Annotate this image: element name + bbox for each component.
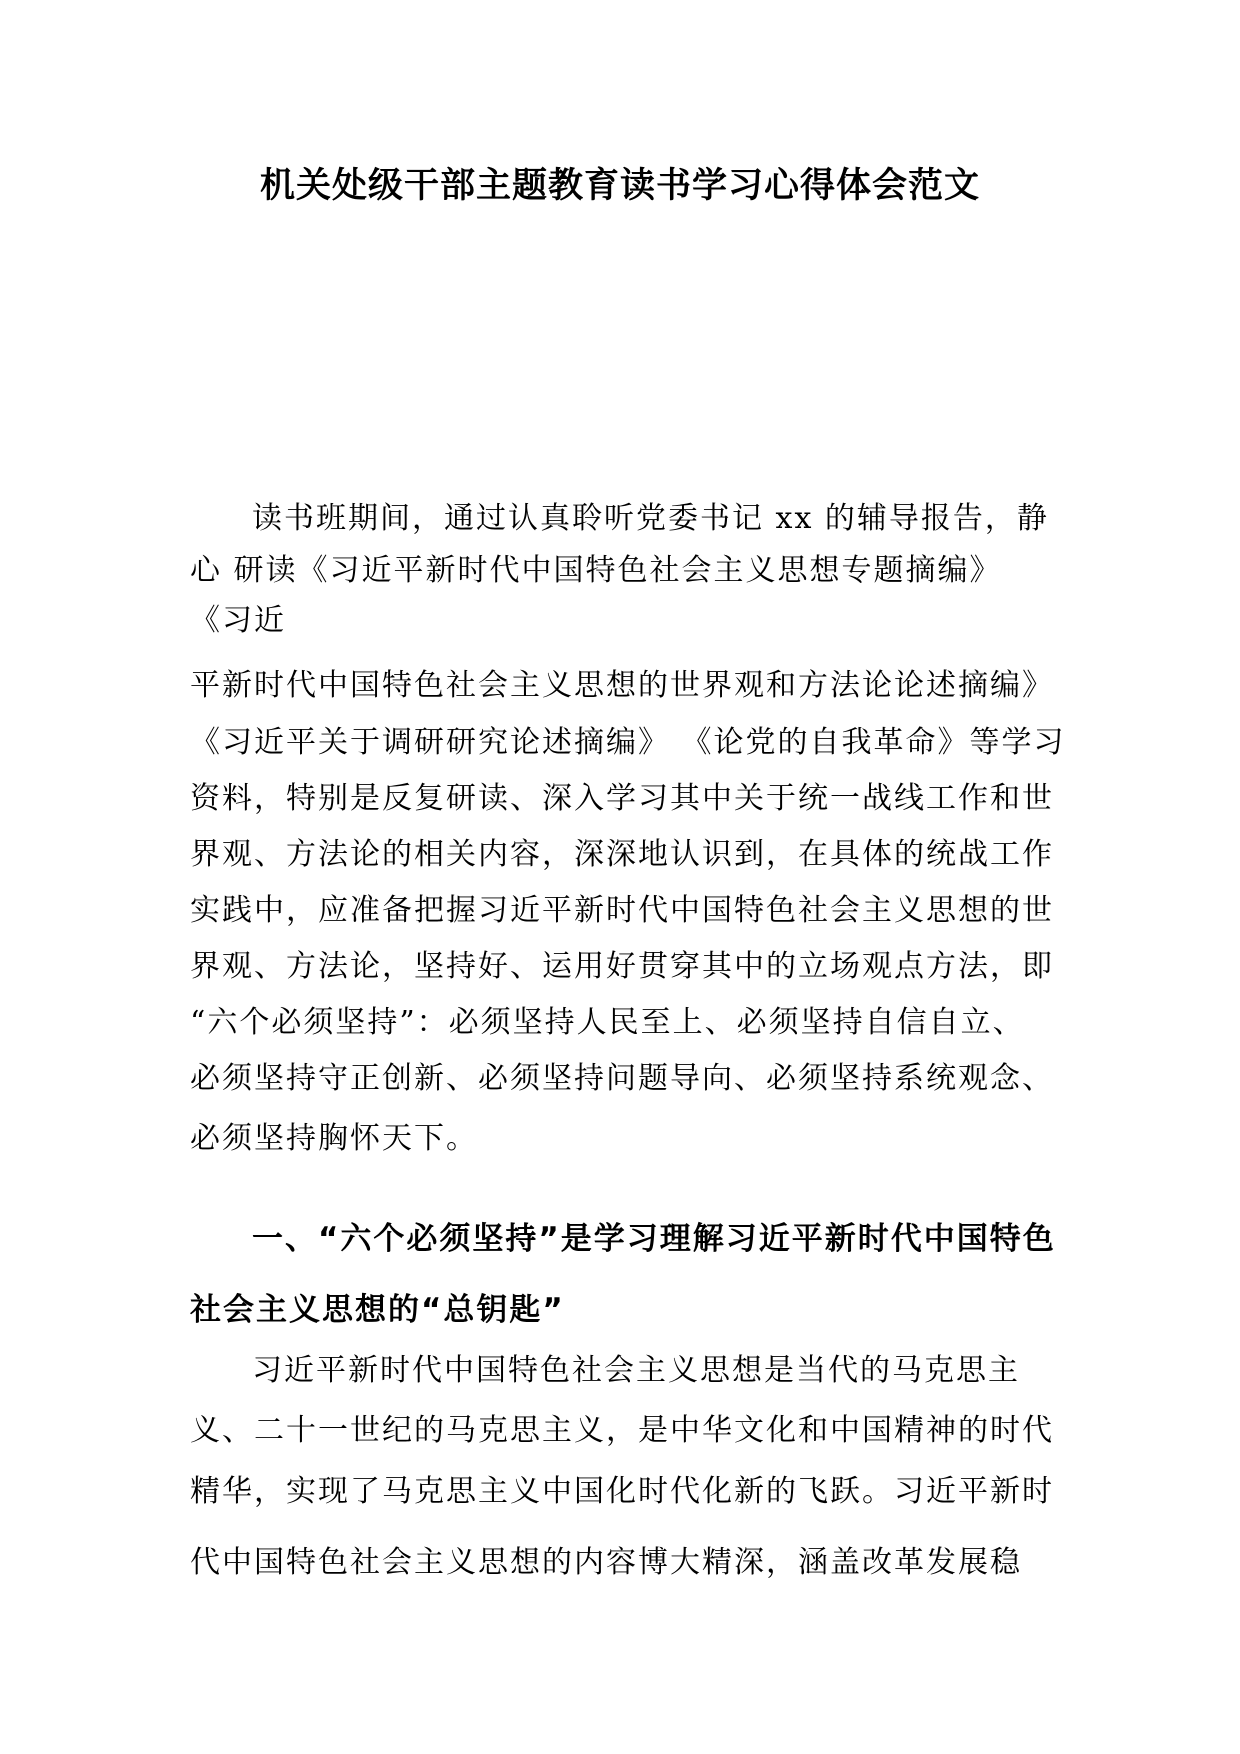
section-heading-continued: 社会主义思想的“总钥匙” <box>190 1292 565 1328</box>
paragraph-line: 精华，实现了马克思主义中国化时代化新的飞跃。习近平新时 <box>190 1474 1054 1509</box>
paragraph-line: 界观、方法论的相关内容，深深地认识到，在具体的统战工作 <box>190 837 1054 872</box>
paragraph-line: 必须坚持守正创新、必须坚持问题导向、必须坚持系统观念、 <box>190 1061 1054 1096</box>
paragraph-line: 习近平新时代中国特色社会主义思想是当代的马克思主 <box>252 1353 1020 1388</box>
paragraph-line: 义、二十一世纪的马克思主义，是中华文化和中国精神的时代 <box>190 1413 1054 1448</box>
paragraph-line: 界观、方法论，坚持好、运用好贯穿其中的立场观点方法，即 <box>190 949 1054 984</box>
paragraph-line: 资料，特别是反复研读、深入学习其中关于统一战线工作和世 <box>190 781 1054 816</box>
paragraph-line: 《习近平关于调研研究论述摘编》 《论党的自我革命》等学习 <box>190 725 1066 760</box>
paragraph-line: 代中国特色社会主义思想的内容博大精深，涵盖改革发展稳 <box>190 1545 1022 1580</box>
paragraph-line: 平新时代中国特色社会主义思想的世界观和方法论论述摘编》 <box>190 668 1054 703</box>
paragraph-line: 必须坚持胸怀天下。 <box>190 1121 478 1156</box>
paragraph-line: 心 研读《习近平新时代中国特色社会主义思想专题摘编》 <box>190 553 1002 588</box>
section-heading: 一、“六个必须坚持”是学习理解习近平新时代中国特色 <box>252 1221 1056 1257</box>
paragraph-line: 读书班期间，通过认真聆听党委书记 xx 的辅导报告，静 <box>252 501 1049 536</box>
document-title: 机关处级干部主题教育读书学习心得体会范文 <box>259 166 980 206</box>
paragraph-line: 《习近 <box>190 603 286 638</box>
paragraph-line: 实践中，应准备把握习近平新时代中国特色社会主义思想的世 <box>190 893 1054 928</box>
paragraph-line: “六个必须坚持”：必须坚持人民至上、必须坚持自信自立、 <box>190 1005 1025 1040</box>
